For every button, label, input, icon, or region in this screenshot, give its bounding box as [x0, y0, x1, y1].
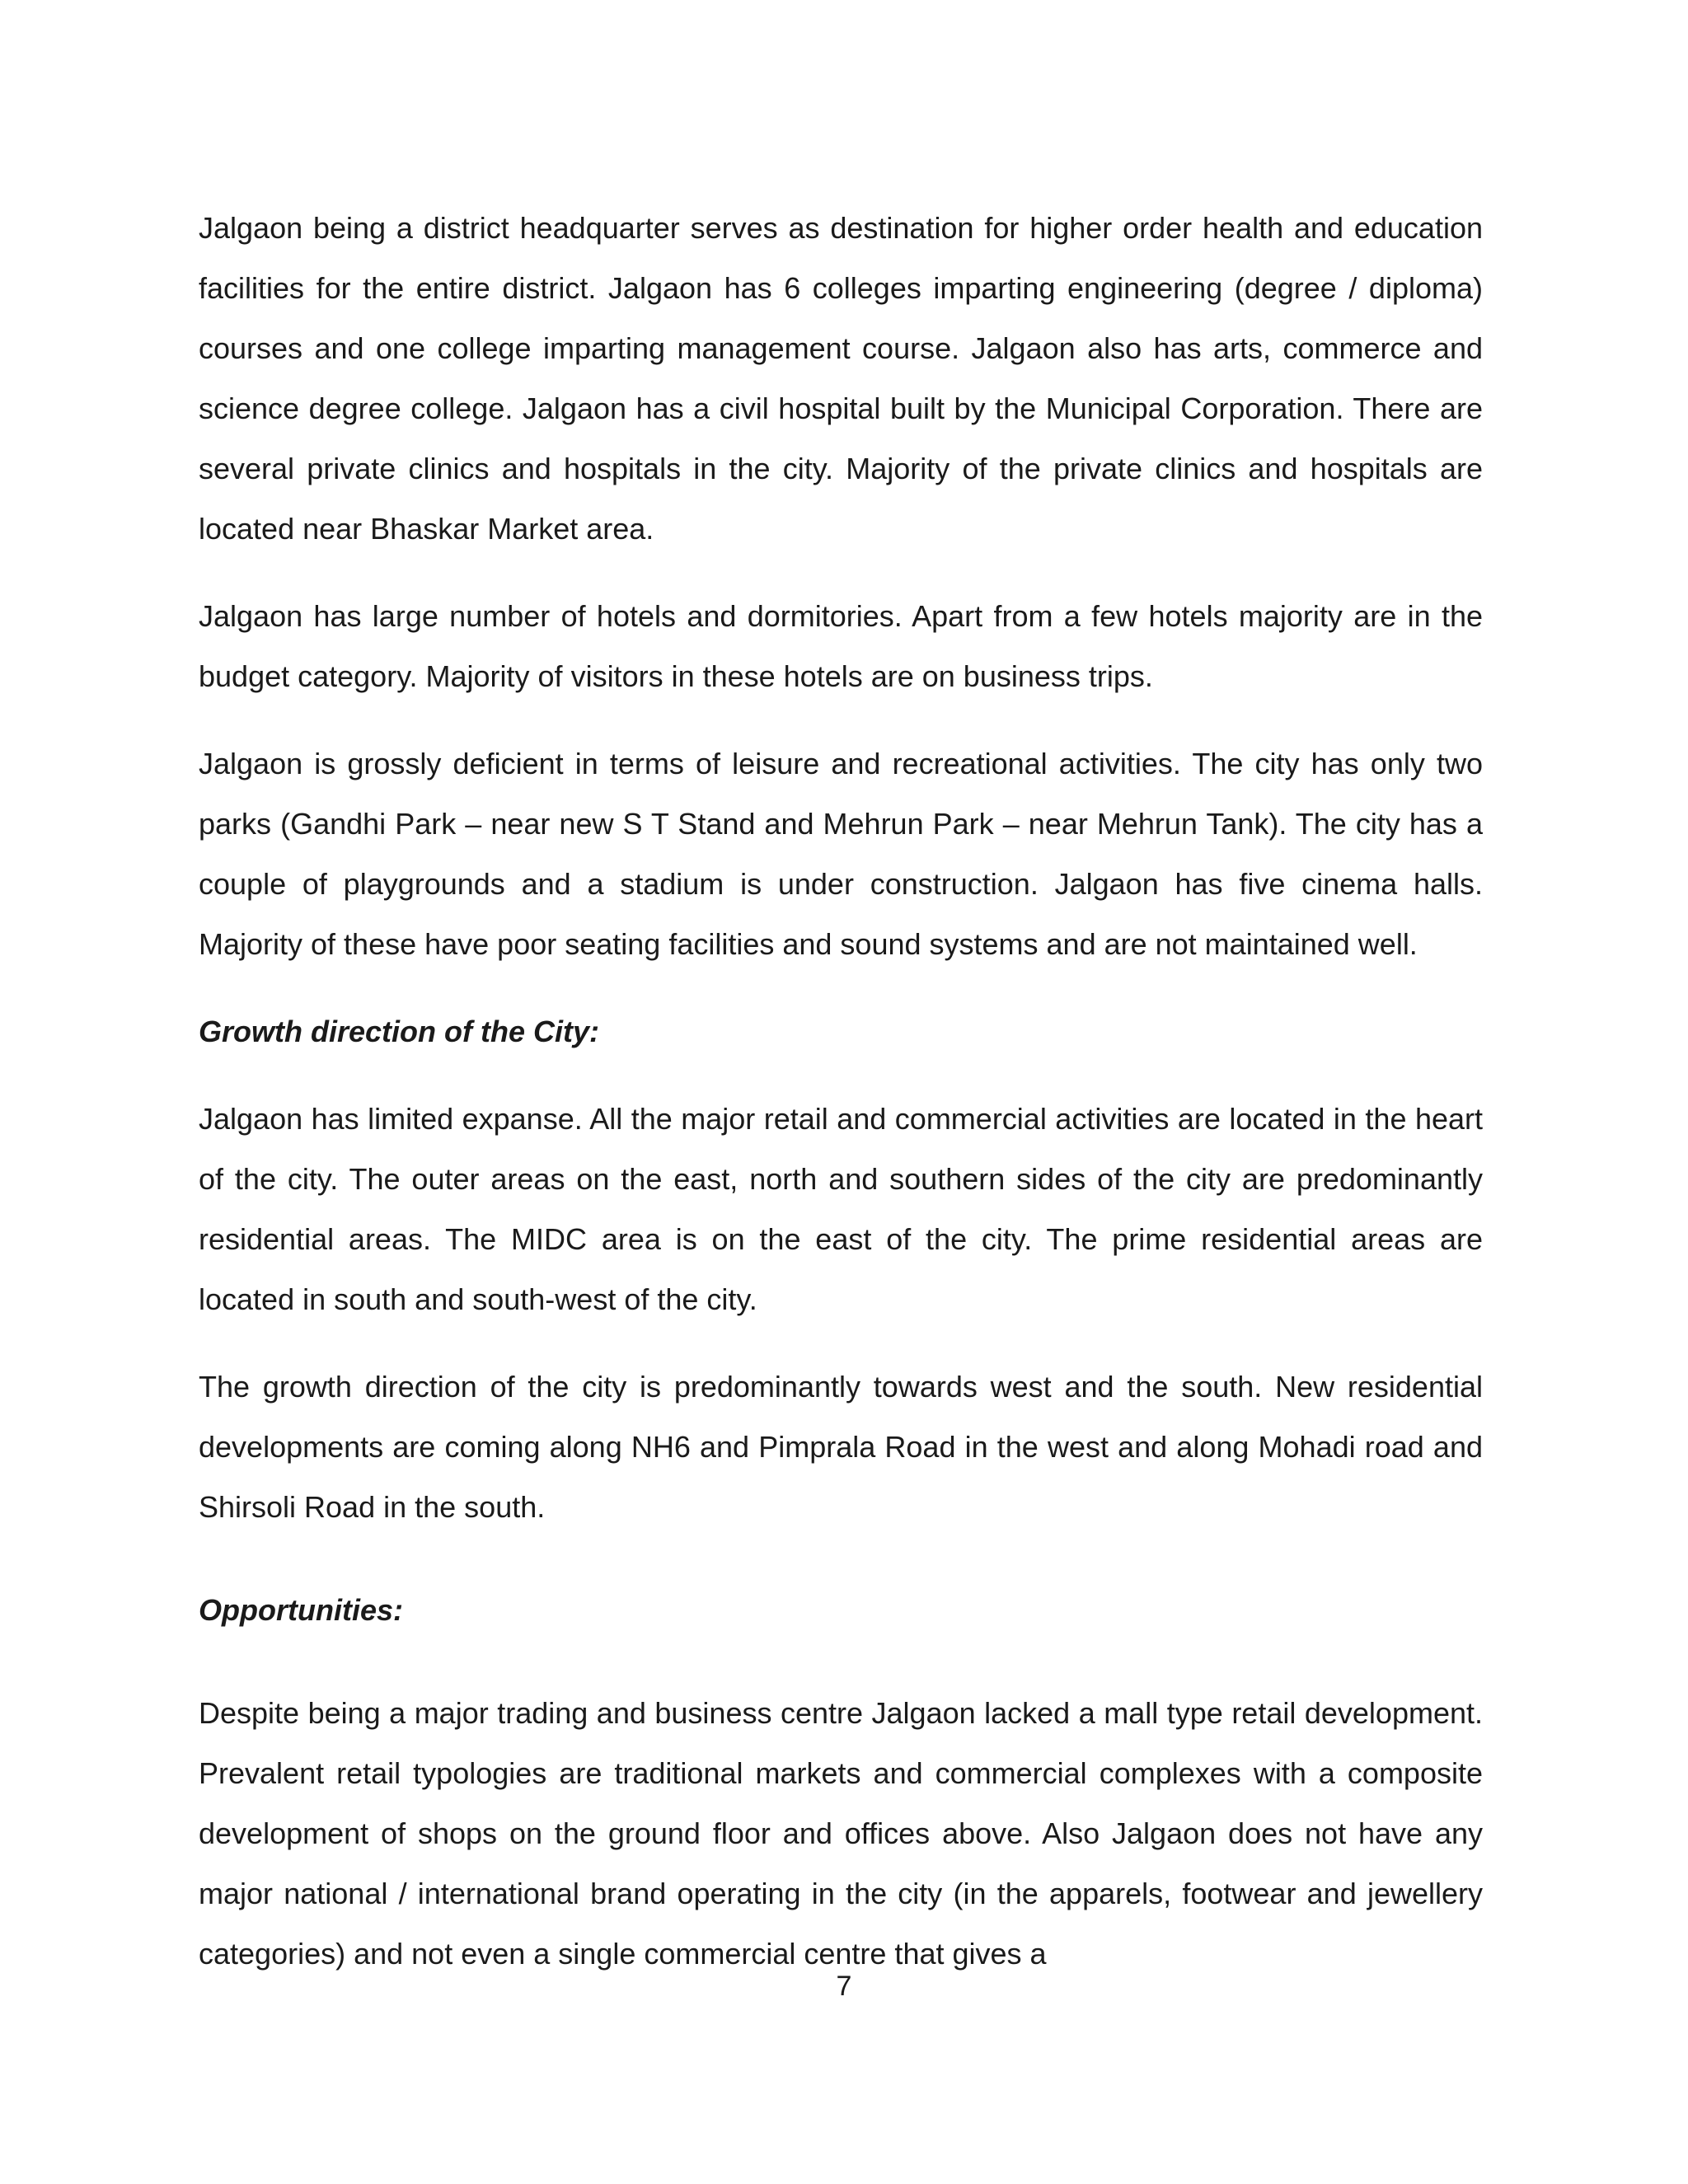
paragraph-leisure: Jalgaon is grossly deficient in terms of leisure and recreational activities. The city has only two parks (Gandhi Park – near new S T Stand and Mehrun Park – near Mehrun Tank). The city has a couple of playgrounds and a stadium is under construction. Jalgaon has five cinema halls. Majority of these have poor seating facilities and sound systems and are not maintained well. [199, 747, 1483, 961]
page-number: 7 [836, 1971, 852, 2002]
paragraph-health-education: Jalgaon being a district headquarter serves as destination for higher order health and education facilities for the entire district. Jalgaon has 6 colleges imparting engineering (degree / diploma) courses and one college imparting management course. Jalgaon also has arts, commerce and science degree college. Jalgaon has a civil hospital built by the Municipal Corporation. There are several private clinics and hospitals in the city. Majority of the private clinics and hospitals are located near Bhaskar Market area. [199, 211, 1483, 546]
heading-opportunities: Opportunities: [199, 1593, 403, 1627]
document-body [199, 198, 1483, 2011]
paragraph-growth: The growth direction of the city is predominantly towards west and the south. New residential developments are coming along NH6 and Pimprala Road in the west and along Mohadi road and Shirsoli Road in the south. [199, 1370, 1483, 1524]
paragraph-expanse: Jalgaon has limited expanse. All the major retail and commercial activities are located in the heart of the city. The outer areas on the east, north and southern sides of the city are predominantly residential areas. The MIDC area is on the east of the city. The prime residential areas are located in south and south-west of the city. [199, 1102, 1483, 1316]
heading-growth-direction: Growth direction of the City: [199, 1015, 599, 1048]
paragraph-hotels: Jalgaon has large number of hotels and dormitories. Apart from a few hotels majority are in the budget category. Majority of visitors in these hotels are on business trips. [199, 599, 1483, 693]
paragraph-opportunities: Despite being a major trading and business centre Jalgaon lacked a mall type retail development. Prevalent retail typologies are traditional markets and commercial complexes with a composite development of shops on the ground floor and offices above. Also Jalgaon does not have any major national / international brand operating in the city (in the apparels, footwear and jewellery categories) and not even a single commercial centre that gives a [199, 1696, 1483, 1971]
